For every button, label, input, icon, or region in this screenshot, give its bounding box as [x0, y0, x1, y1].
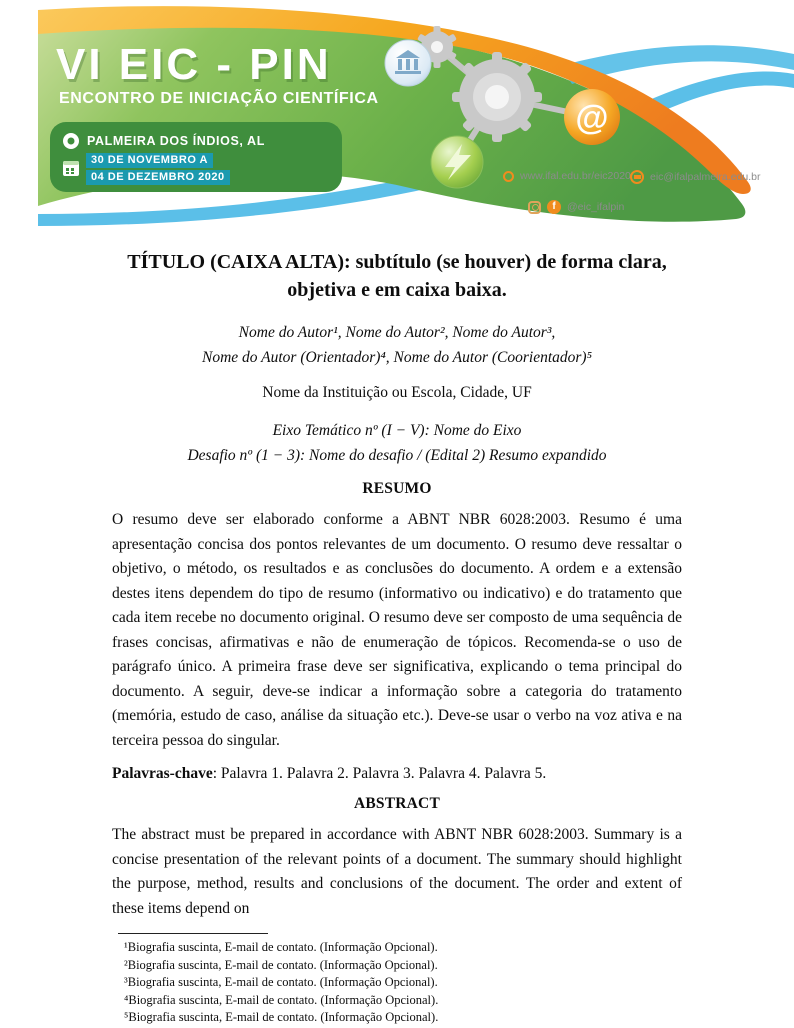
footnote-1: ¹Biografia suscinta, E-mail de contato. (Informação Opcional).: [124, 940, 438, 955]
footnote-3: ³Biografia suscinta, E-mail de contato. (Informação Opcional).: [124, 975, 438, 990]
email-icon: [630, 170, 644, 184]
at-symbol-icon: [564, 89, 620, 145]
social-handle: @eic_ifalpin: [567, 201, 625, 213]
event-date-line2: 04 DE DEZEMBRO 2020: [86, 170, 230, 185]
globe-icon: [503, 171, 514, 182]
keywords-values: : Palavra 1. Palavra 2. Palavra 3. Palavra 4. Palavra 5.: [212, 765, 547, 783]
track-line-1: Eixo Temático nº (I − V): Nome do Eixo: [272, 422, 522, 440]
institution-building-icon: [385, 40, 431, 86]
resumo-text: O resumo deve ser elaborado conforme a ABNT NBR 6028:2003. Resumo é uma apresentação concisa dos pontos relevantes de um documento. O resumo deve ressaltar o objetivo, o método, os resultados e as conclusões do documento. A ordem e a extensão destes itens dependem do tipo de resumo (informativo ou indicativo) e do tratamento que cada item recebe no documento original. O resumo deve ser composto de uma sequência de frases concisas, afirmativas e não de enumeração de tópicos. Recomenda-se o uso de parágrafo único. A primeira frase deve ser significativa, explicando o tema principal do documento. A seguir, deve-se indicar a informação sobre a categoria do tratamento (memória, estudo de caso, análise da situação etc.). Deve-se usar o verbo na voz ativa e na terceira pessoa do singular.: [112, 511, 682, 749]
track-line-2: Desafio nº (1 − 3): Nome do desafio / (Edital 2) Resumo expandido: [187, 447, 607, 465]
abstract-text: The abstract must be prepared in accordance with ABNT NBR 6028:2003. Summary is a concise presentation of the relevant points of a document. The summary should highlight the purpose, method, results and conclusions of the document. The order and extent of these items depend on: [112, 826, 682, 917]
footnote-5: ⁵Biografia suscinta, E-mail de contato. (Informação Opcional).: [124, 1010, 439, 1025]
resumo-heading: RESUMO: [362, 480, 432, 498]
energy-bolt-icon: [431, 136, 483, 188]
footnote-4: ⁴Biografia suscinta, E-mail de contato. (Informação Opcional).: [124, 992, 439, 1007]
authors-line-2: Nome do Autor (Orientador)⁴, Nome do Autor (Coorientador)⁵: [202, 349, 592, 367]
instagram-icon: [528, 201, 541, 214]
authors: [112, 320, 682, 370]
document-body: [112, 248, 682, 1027]
track-info: [112, 418, 682, 468]
website-row: [503, 170, 631, 182]
social-row: [528, 200, 624, 214]
banner-graphic: [0, 0, 794, 240]
event-dates: [86, 153, 230, 185]
event-banner: [0, 0, 794, 240]
facebook-icon: f: [547, 200, 561, 214]
footnotes: [112, 939, 682, 1027]
paper-title: TÍTULO (CAIXA ALTA): subtítulo (se houver) de forma clara, objetiva e em caixa baixa.: [127, 251, 667, 301]
keywords-line: [112, 765, 682, 783]
footnote-separator: [118, 933, 268, 934]
event-logo-subtitle: ENCONTRO DE INICIAÇÃO CIENTÍFICA: [59, 90, 379, 107]
authors-line-1: Nome do Autor¹, Nome do Autor², Nome do Autor³,: [238, 324, 556, 341]
pin-icon: [63, 133, 79, 149]
event-date-line1: 30 DE NOVEMBRO A: [86, 153, 213, 168]
at-symbol-glyph: @: [575, 99, 609, 137]
website-url: www.ifal.edu.br/eic2020: [520, 170, 631, 182]
email-address: eic@ifalpalmeira.edu.br: [650, 171, 761, 183]
institution-line: Nome da Instituição ou Escola, Cidade, UF: [262, 384, 532, 402]
event-location: PALMEIRA DOS ÍNDIOS, AL: [87, 134, 265, 148]
footnote-2: ²Biografia suscinta, E-mail de contato. (Informação Opcional).: [124, 957, 438, 972]
keywords-label: Palavras-chave: [112, 765, 213, 783]
gear-icon-large: [452, 52, 542, 142]
event-logo-title: VI EIC - PIN: [56, 40, 332, 89]
calendar-icon: [63, 161, 79, 176]
abstract-heading: ABSTRACT: [353, 795, 440, 813]
email-row: [630, 170, 760, 184]
